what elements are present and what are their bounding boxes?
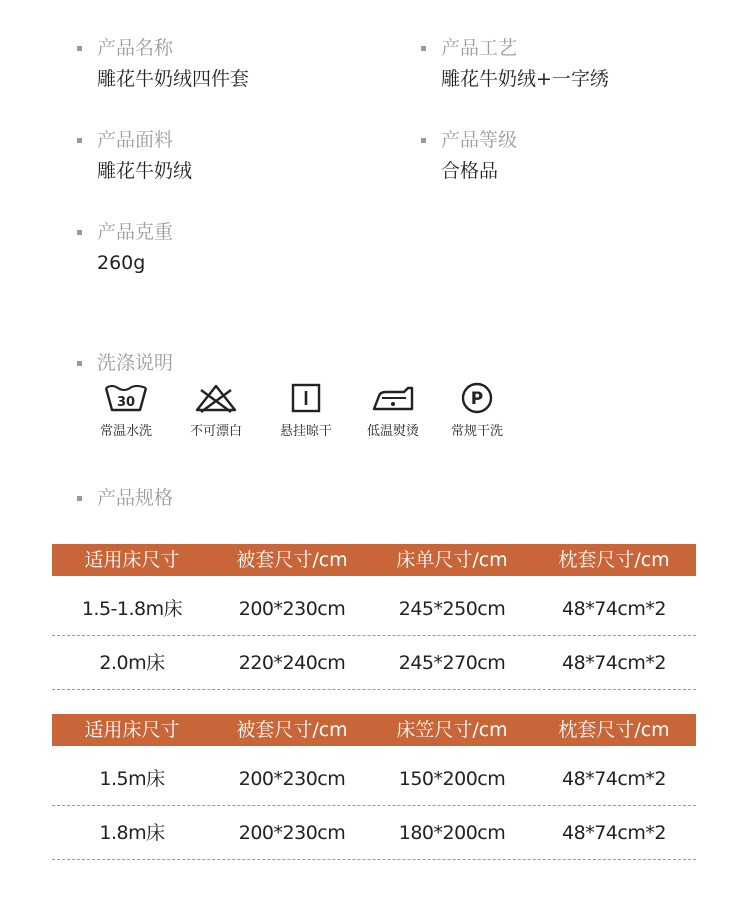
table-cell: 200*230cm bbox=[238, 598, 346, 620]
product-weight-value: 260g bbox=[97, 252, 146, 274]
info-product-name bbox=[77, 36, 249, 91]
wash-icons bbox=[96, 382, 536, 452]
product-grade-value: 合格品 bbox=[441, 160, 499, 182]
header-cell: 枕套尺寸/cm bbox=[558, 549, 670, 571]
spec-table-1 bbox=[52, 544, 696, 690]
spec-title: 产品规格 bbox=[77, 486, 173, 510]
dry-clean-p-text: P bbox=[470, 389, 484, 409]
table-header bbox=[52, 544, 696, 576]
product-fabric-value: 雕花牛奶绒 bbox=[97, 160, 193, 182]
product-name-label: 产品名称 bbox=[77, 36, 249, 60]
dry-clean-p-icon bbox=[454, 382, 500, 414]
table-cell: 48*74cm*2 bbox=[562, 768, 666, 790]
wash-label: 不可漂白 bbox=[189, 424, 242, 439]
table-header bbox=[52, 714, 696, 746]
table-cell: 48*74cm*2 bbox=[562, 652, 666, 674]
wash-item-normal-wash bbox=[86, 382, 166, 440]
no-bleach-icon bbox=[193, 382, 239, 414]
table-row bbox=[52, 636, 696, 690]
table-cell: 1.5-1.8m床 bbox=[81, 598, 183, 620]
wash-label: 常规干洗 bbox=[450, 424, 503, 439]
product-craft-value: 雕花牛奶绒+一字绣 bbox=[441, 68, 609, 90]
info-product-weight bbox=[77, 220, 173, 275]
table-cell: 180*200cm bbox=[398, 822, 506, 844]
header-cell: 床单尺寸/cm bbox=[396, 549, 508, 571]
header-cell: 被套尺寸/cm bbox=[236, 549, 348, 571]
table-cell: 1.5m床 bbox=[99, 768, 165, 790]
wash-label: 低温熨烫 bbox=[366, 424, 419, 439]
wash-title: 洗涤说明 bbox=[77, 351, 173, 375]
table-row bbox=[52, 806, 696, 860]
spec-section bbox=[77, 486, 173, 510]
table-cell: 245*250cm bbox=[398, 598, 506, 620]
wash-30-icon bbox=[103, 382, 149, 414]
header-cell: 枕套尺寸/cm bbox=[558, 719, 670, 741]
wash-section bbox=[77, 351, 173, 375]
wash-item-no-bleach bbox=[176, 382, 256, 440]
info-product-grade bbox=[421, 128, 517, 183]
product-weight-label: 产品克重 bbox=[77, 220, 173, 244]
header-cell: 被套尺寸/cm bbox=[236, 719, 348, 741]
table-row bbox=[52, 752, 696, 806]
wash-item-iron-low bbox=[353, 382, 433, 440]
table-cell: 48*74cm*2 bbox=[562, 822, 666, 844]
wash-label: 悬挂晾干 bbox=[279, 424, 332, 439]
table-row bbox=[52, 582, 696, 636]
spec-table-2 bbox=[52, 714, 696, 860]
table-cell: 245*270cm bbox=[398, 652, 506, 674]
hang-dry-icon bbox=[283, 382, 329, 414]
wash-item-dry-clean bbox=[437, 382, 517, 440]
iron-low-icon bbox=[370, 382, 416, 414]
table-cell: 1.8m床 bbox=[99, 822, 165, 844]
header-cell: 适用床尺寸 bbox=[84, 719, 180, 741]
info-product-craft bbox=[421, 36, 609, 91]
table-cell: 200*230cm bbox=[238, 822, 346, 844]
product-fabric-label: 产品面料 bbox=[77, 128, 192, 152]
product-grade-label: 产品等级 bbox=[421, 128, 517, 152]
product-name-value: 雕花牛奶绒四件套 bbox=[97, 68, 250, 90]
table-cell: 2.0m床 bbox=[99, 652, 165, 674]
table-cell: 150*200cm bbox=[398, 768, 506, 790]
header-cell: 适用床尺寸 bbox=[84, 549, 180, 571]
info-product-fabric bbox=[77, 128, 192, 183]
header-cell: 床笠尺寸/cm bbox=[396, 719, 508, 741]
product-craft-label: 产品工艺 bbox=[421, 36, 609, 60]
wash-label: 常温水洗 bbox=[99, 424, 152, 439]
table-cell: 220*240cm bbox=[238, 652, 346, 674]
wash-item-hang-dry bbox=[266, 382, 346, 440]
table-cell: 48*74cm*2 bbox=[562, 598, 666, 620]
wash-30-text: 30 bbox=[116, 395, 136, 410]
table-cell: 200*230cm bbox=[238, 768, 346, 790]
